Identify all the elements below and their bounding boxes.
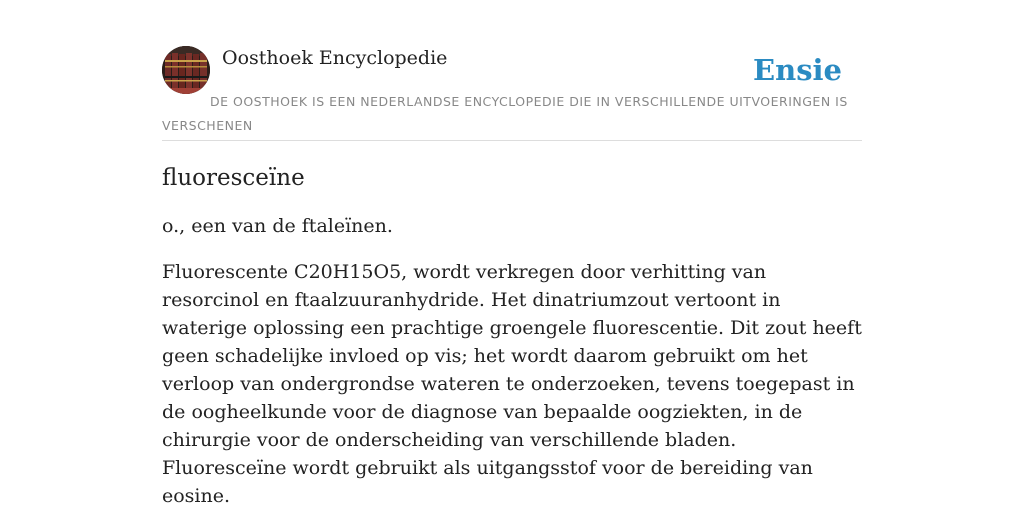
entry-title: fluoresceïne: [162, 165, 305, 191]
site-tagline: DE OOSTHOEK IS EEN NEDERLANDSE ENCYCLOPEDIE DIE IN VERSCHILLENDE UITVOERINGEN IS VERSCHENEN: [162, 94, 848, 133]
entry-definition: o., een van de ftaleïnen.: [162, 215, 393, 237]
ensie-logo[interactable]: Ensie: [753, 53, 842, 87]
site-title[interactable]: Oosthoek Encyclopedie: [222, 47, 448, 69]
entry-body: Fluorescente C20H15O5, wordt verkregen door verhitting van resorcinol en ftaalzuuranhydride. Het dinatriumzout vertoont in waterige oplossing een prachtige groengele fluorescentie. Dit zout heeft geen schadelijke invloed op vis; het wordt daarom gebruikt om het verloop van ondergrondse wateren te onderzoeken, tevens toegepast in de oogheelkunde voor de diagnose van bepaalde oogziekten, in de chirurgie voor de onderscheiding van verschillende bladen. Fluoresceïne wordt gebruikt als uitgangsstof voor de bereiding van eosine.: [162, 261, 862, 507]
site-header: [162, 46, 862, 141]
encyclopedia-books-icon[interactable]: [162, 46, 210, 94]
entry-content: [162, 160, 862, 510]
